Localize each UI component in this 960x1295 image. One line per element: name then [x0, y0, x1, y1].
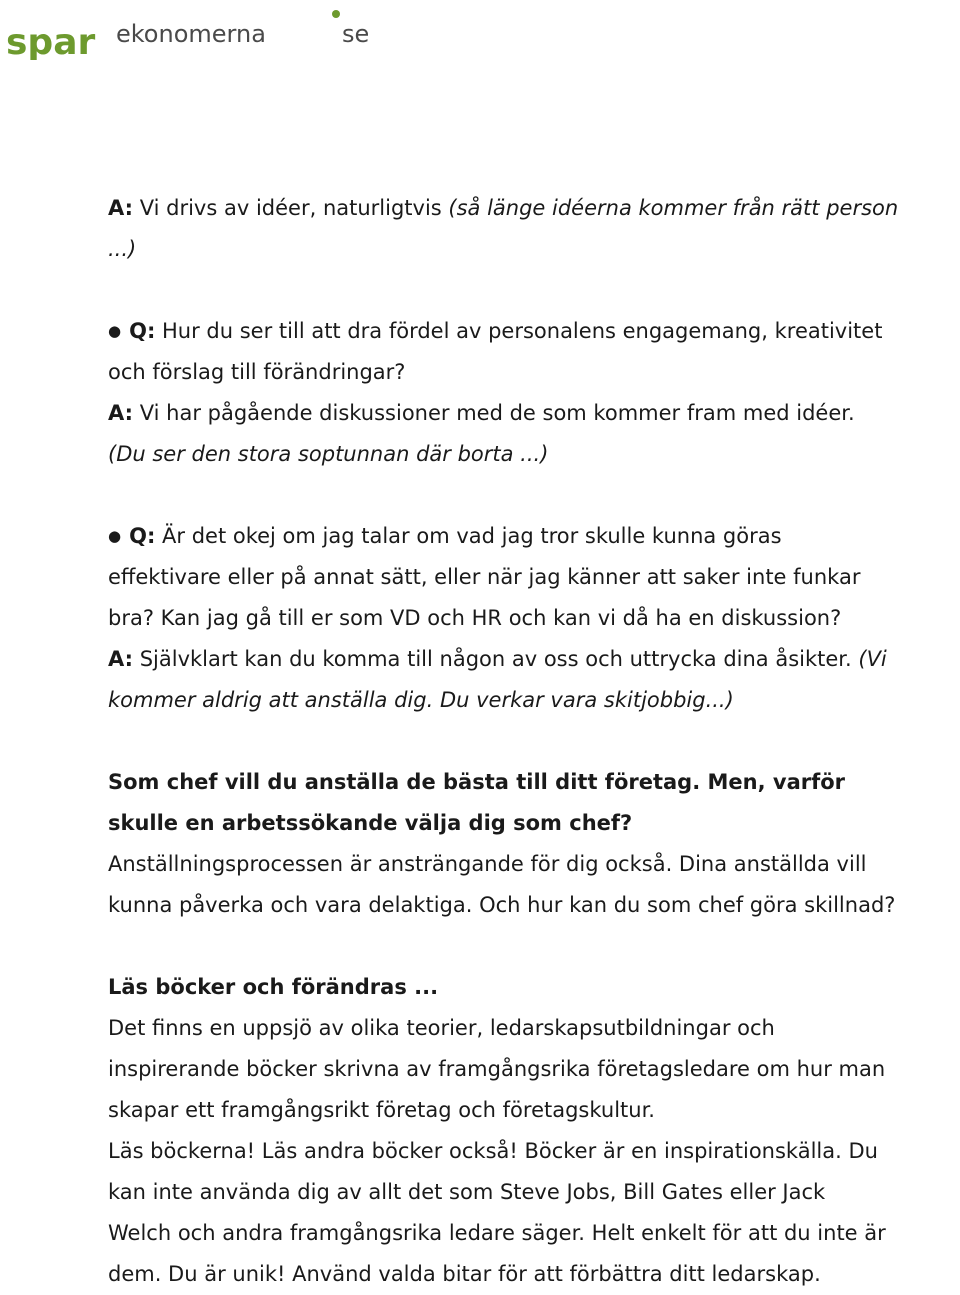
- bullet-icon: ●: [108, 322, 122, 340]
- question-2: [108, 311, 958, 352]
- answer-text: Självklart kan du komma till någon av oss och uttrycka dina åsikter.: [133, 647, 859, 671]
- paragraph-line: kan inte använda dig av allt det som Steve Jobs, Bill Gates eller Jack: [108, 1180, 826, 1204]
- sparekonomerna-logo: [4, 4, 404, 60]
- paragraph-line: kunna påverka och vara delaktiga. Och hur kan du som chef göra skillnad?: [108, 893, 896, 917]
- answer-label: A:: [108, 401, 134, 425]
- answer-aside: (Vi: [858, 647, 887, 671]
- question-text-cont: bra? Kan jag gå till er som VD och HR och kan vi då ha en diskussion?: [108, 606, 842, 630]
- question-text: Är det okej om jag talar om vad jag tror skulle kunna göras: [155, 524, 782, 548]
- question-text-cont: och förslag till förändringar?: [108, 360, 406, 384]
- bullet-icon: ●: [108, 527, 122, 545]
- question-label: Q:: [129, 524, 156, 548]
- paragraph-line: Det finns en uppsjö av olika teorier, ledarskapsutbildningar och: [108, 1016, 775, 1040]
- paragraph-line: Anställningsprocessen är ansträngande för dig också. Dina anställda vill: [108, 852, 867, 876]
- paragraph-line: inspirerande böcker skrivna av framgångsrika företagsledare om hur man: [108, 1057, 886, 1081]
- logo-dot-icon: [332, 10, 340, 18]
- paragraph-line: skapar ett framgångsrikt företag och företagskultur.: [108, 1098, 655, 1122]
- question-label: Q:: [129, 319, 156, 343]
- answer-text: Vi har pågående diskussioner med de som kommer fram med idéer.: [133, 401, 855, 425]
- answer-text: Vi drivs av idéer, naturligtvis: [133, 196, 449, 220]
- answer-2: [108, 393, 958, 434]
- answer-label: A:: [108, 647, 134, 671]
- question-3: [108, 516, 958, 557]
- section-heading: Som chef vill du anställa de bästa till ditt företag. Men, varför: [108, 770, 846, 794]
- logo-ekonomerna-text: ekonomerna: [116, 20, 266, 48]
- answer-aside: (så länge idéerna kommer från rätt person: [448, 196, 899, 220]
- document-body: [108, 188, 958, 1295]
- section-heading: Läs böcker och förändras ...: [108, 975, 439, 999]
- logo-spar-text: spar: [6, 22, 96, 60]
- section-heading-cont: skulle en arbetssökande välja dig som chef?: [108, 811, 633, 835]
- paragraph-line: Welch och andra framgångsrika ledare säger. Helt enkelt för att du inte är: [108, 1221, 886, 1245]
- paragraph-line: dem. Du är unik! Använd valda bitar för att förbättra ditt ledarskap.: [108, 1262, 821, 1286]
- answer-label: A:: [108, 196, 134, 220]
- answer-aside: (Du ser den stora soptunnan där borta ...): [108, 442, 549, 466]
- question-text: Hur du ser till att dra fördel av personalens engagemang, kreativitet: [155, 319, 883, 343]
- logo-se-text: se: [342, 20, 370, 48]
- answer-aside-cont: kommer aldrig att anställa dig. Du verkar vara skitjobbig...): [108, 688, 734, 712]
- question-text-cont: effektivare eller på annat sätt, eller när jag känner att saker inte funkar: [108, 565, 861, 589]
- answer-1: [108, 188, 958, 229]
- answer-3: [108, 639, 958, 680]
- paragraph-line: Läs böckerna! Läs andra böcker också! Böcker är en inspirationskälla. Du: [108, 1139, 878, 1163]
- answer-aside-cont: ...): [108, 237, 137, 261]
